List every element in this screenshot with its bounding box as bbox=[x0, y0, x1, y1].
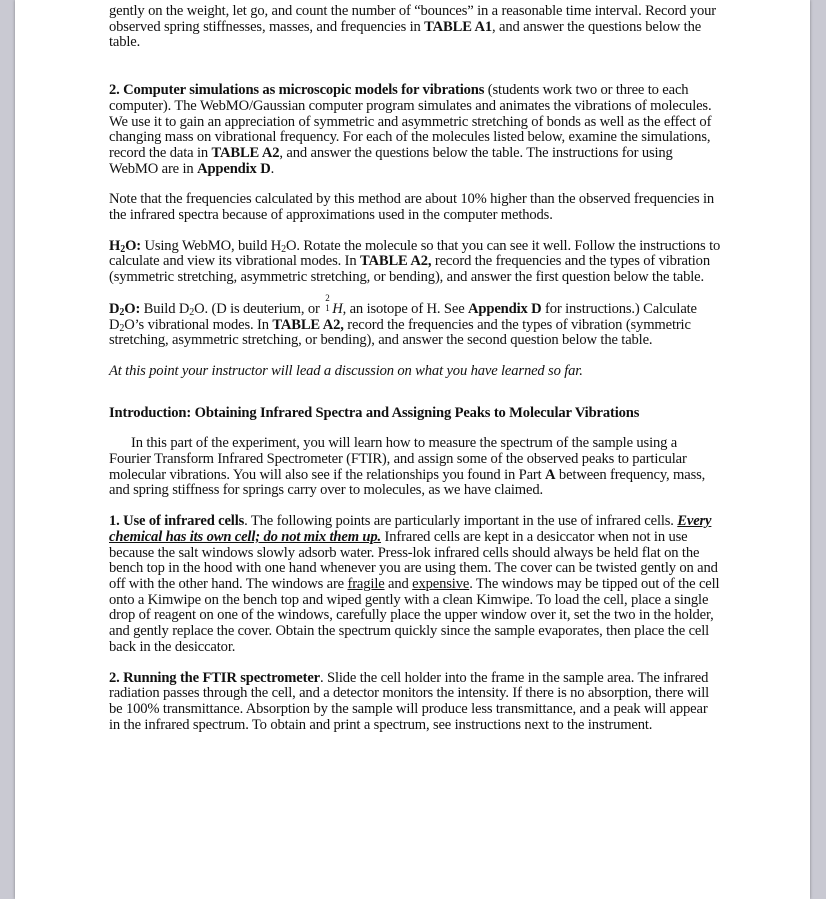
text: (students work two or three to each computer). The WebMO/Gaussian computer program simulates and animates the vibrations of molecules. We use it to gain an appreciation of symmetric and asymmetric stretching of bonds as well as the effect of changing mass on vibrational frequency. For each of the molecules listed below, examine the simulations, record the data in bbox=[109, 82, 712, 161]
text: O. Rotate the molecule so that you can see it well. Follow the instructions to calculate and view its vibrational modes. In bbox=[109, 237, 721, 270]
intro-heading bbox=[109, 406, 721, 422]
text: , and answer the questions below the table. The instructions for using WebMO are in bbox=[109, 144, 673, 177]
paragraph-h2o: $H_2O$: Using WebMO, build $H_2O$. Rotate the molecule so that you can see it well. Follow the instructions to calculate and view its vibrational modes. In TABLE A2, record the frequencies and the types of vibration (symmetric stretching, asymmetric stretching, or bending), and answer the first question below the table. bbox=[109, 237, 721, 286]
text: record the frequencies and the types of vibration (symmetric stretching, asymmetric stretching, or bending), and answer the first question below the table. bbox=[109, 253, 710, 286]
appendix-ref: Appendix D bbox=[468, 300, 542, 317]
text: O. (D is deuterium, or bbox=[194, 300, 324, 317]
text: In this part of the experiment, you will learn how to measure the spectrum of the sample using a Fourier Transform Infrared Spectrometer (FTIR), and assign some of the observed peaks to particular molecular vibrations. You will also see if the relationships you found in Part bbox=[109, 435, 687, 483]
text: between frequency, mass, and spring stiffness for springs carry over to molecules, as we have claimed. bbox=[109, 466, 706, 499]
text: . Slide the cell holder into the frame in the sample area. The infrared radiation passes through the cell, and a detector monitors the intensity. If there is no absorption, there will be 100% transmittance. Absorption by the sample will produce less transmittance, and a peak will appear in the infrared spectrum. To obtain and print a spectrum, see instructions next to the instrument. bbox=[109, 669, 710, 733]
paragraph-discussion bbox=[109, 364, 721, 380]
text: Infrared cells are kept in a desiccator when not in use because the salt windows slowly adsorb water. Press-lok infrared cells should always be held flat on the bench top in the hood with one hand whenever you are using them. The cover can be twisted gently on and off with the other hand. The windows are bbox=[109, 528, 718, 592]
emphasis-fragile: fragile bbox=[347, 575, 385, 592]
section-heading: Introduction: Obtaining Infrared Spectra and Assigning Peaks to Molecular Vibrations bbox=[109, 404, 640, 421]
paragraph-intro bbox=[109, 436, 721, 499]
section-heading: 1. Use of infrared cells bbox=[109, 513, 245, 530]
emphasis-expensive: expensive bbox=[412, 575, 470, 592]
text: and bbox=[384, 575, 413, 592]
page-content bbox=[109, 4, 721, 733]
appendix-ref: Appendix D bbox=[197, 160, 271, 177]
text: record the frequencies and the types of vibration (symmetric stretching, asymmetric stretching, or bending), and answer the second question below the table. bbox=[109, 316, 691, 349]
table-ref: TABLE A2, bbox=[272, 316, 344, 333]
table-ref: TABLE A2, bbox=[360, 253, 432, 270]
table-ref: TABLE A1 bbox=[424, 18, 493, 35]
text: Using WebMO, build H bbox=[140, 237, 282, 254]
text: . The following points are particularly important in the use of infrared cells. bbox=[244, 513, 678, 530]
part-ref: A bbox=[545, 466, 556, 483]
d2o-label: $D_2O$: bbox=[109, 300, 141, 318]
text: for instructions.) Calculate D bbox=[109, 300, 697, 333]
text: , and answer the questions below the table. bbox=[109, 18, 702, 51]
section-heading: 2. Computer simulations as microscopic models for vibrations bbox=[109, 82, 485, 99]
document-page bbox=[15, 0, 810, 899]
text: gently on the weight, let go, and count the number of “bounces” in a reasonable time interval. Record your observed spring stiffnesses, masses, and frequencies in bbox=[109, 3, 716, 35]
text: . The windows may be tipped out of the cell onto a Kimwipe on the bench top and wiped gently with a clean Kimwipe. To load the cell, place a single drop of reagent on one of the windows, carefully place the upper window over it, set the two in the holder, and gently replace the cover. Obtain the spectrum quickly since the sample evaporates, then place the cell back in the desiccator. bbox=[109, 575, 720, 655]
paragraph-spring-record bbox=[109, 4, 721, 51]
text: . bbox=[270, 160, 275, 177]
paragraph-d2o: $D_2O$: Build $D_2O$. (D is deuterium, or 2 1 H, an isotope of H. See Appendix D for instructions.) Calculate $D_2O’s$ vibrational modes. In TABLE A2, record the frequencies and the types of vibration (symmetric stretching, asymmetric stretching, or bending), and answer the second question below the table. bbox=[109, 292, 697, 349]
isotope-notation: 2 1 bbox=[325, 292, 330, 313]
text: , an isotope of H. See bbox=[342, 300, 469, 317]
discussion-note: At this point your instructor will lead a discussion on what you have learned so far. bbox=[109, 362, 583, 379]
paragraph-note: Note that the frequencies calculated by this method are about 10% higher than the observed frequencies in the infrared spectra because of approximations used in the computer methods. bbox=[109, 191, 715, 224]
section-infrared-cells bbox=[109, 514, 721, 655]
text: O’s vibrational modes. In bbox=[124, 316, 273, 333]
h2o-label: $H_2O$: bbox=[109, 237, 141, 255]
warning-text: Every chemical has its own cell; do not mix them up. bbox=[109, 513, 712, 545]
section-heading: 2. Running the FTIR spectrometer bbox=[109, 669, 320, 686]
section-computer-simulations bbox=[109, 83, 721, 177]
isotope-symbol: H bbox=[332, 300, 343, 317]
section-ftir-spectrometer bbox=[109, 671, 721, 734]
text: Build D bbox=[140, 300, 190, 317]
table-ref: TABLE A2 bbox=[211, 144, 280, 161]
